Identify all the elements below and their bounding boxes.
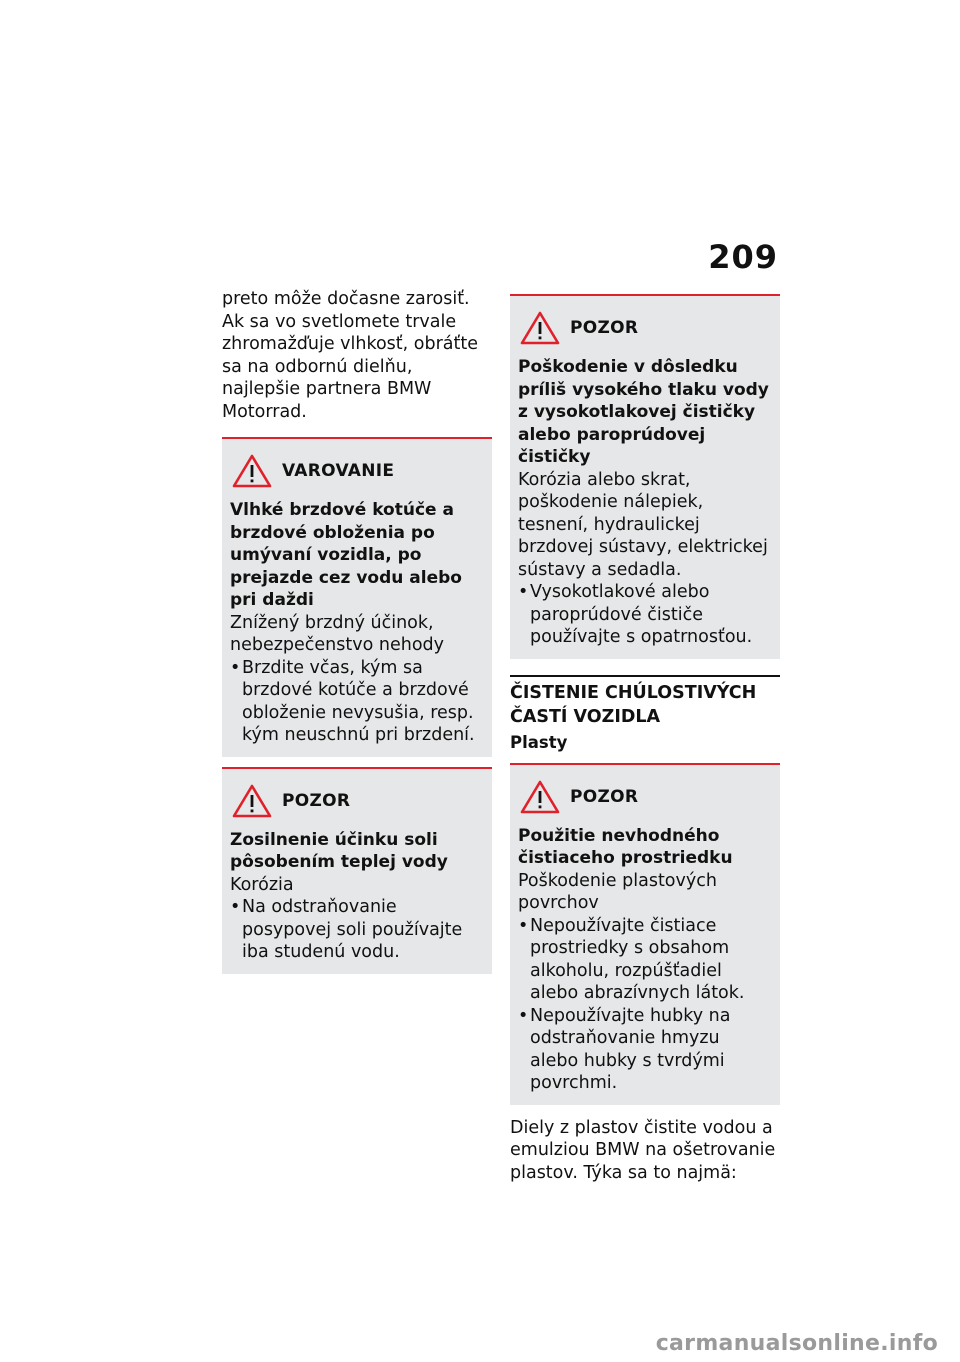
list-item: • Brzdite včas, kým sa brzdové kotúče a brzdové obloženie nevysušia, resp. kým neuschnú pri brzdení. — [230, 657, 475, 745]
caution-box-header — [518, 308, 772, 348]
warning-triangle-icon — [520, 780, 560, 814]
warning-box-header — [230, 451, 484, 491]
caution-consequence: Korózia alebo skrat, poškodenie nálepiek, tesnení, hydraulickej brzdovej sústavy, elektrickej sústavy a sedadla. — [518, 469, 768, 580]
section-title: ČISTENIE CHÚLOSTIVÝCH ČASTÍ VOZIDLA — [510, 682, 757, 727]
caution-label: POZOR — [570, 318, 639, 338]
warning-box-varovanie — [222, 437, 492, 757]
list-item: • Nepoužívajte hubky na odstraňovanie hmyzu alebo hubky s tvrdými povrchmi. — [518, 1005, 731, 1093]
caution-box-salt — [222, 767, 492, 974]
caution-heading: Poškodenie v dôsledku príliš vysokého tlaku vody z vysokotlakovej čističky alebo paroprúdovej čističky — [518, 357, 769, 467]
caution-box-header — [230, 781, 484, 821]
list-item: • Na odstraňovanie posypovej soli používajte iba studenú vodu. — [230, 897, 463, 962]
warning-triangle-icon — [232, 454, 272, 488]
warning-heading: Vlhké brzdové kotúče a brzdové obloženia po umývaní vozidla, po prejazde cez vodu alebo pri daždi — [230, 500, 462, 610]
warning-consequence: Znížený brzdný účinok, nebezpečenstvo nehody — [230, 612, 444, 655]
section-subtitle: Plasty — [510, 732, 568, 752]
caution-heading: Použitie nevhodného čistiaceho prostriedku — [518, 825, 733, 868]
caution-box-pressure — [510, 294, 780, 659]
watermark: carmanualsonline.info — [655, 1331, 938, 1356]
right-column — [510, 294, 780, 1184]
list-item: • Nepoužívajte čistiace prostriedky s obsahom alkoholu, rozpúšťadiel alebo abrazívnych látok. — [518, 915, 745, 1003]
caution-label: POZOR — [282, 790, 351, 811]
caution-consequence: Korózia — [230, 874, 294, 895]
warning-triangle-icon — [232, 784, 272, 818]
warning-triangle-icon — [520, 311, 560, 345]
page-number: 209 — [708, 238, 778, 276]
caution-box-cleaner — [510, 763, 780, 1105]
caution-heading: Zosilnenie účinku soli pôsobením teplej vody — [230, 829, 448, 872]
outro-text: Diely z plastov čistite vodou a emulziou BMW na ošetrovanie plastov. Týka sa to najmä: — [510, 1117, 776, 1183]
section-header — [510, 675, 780, 755]
caution-box-header — [518, 777, 772, 817]
warning-label: VAROVANIE — [282, 461, 395, 481]
left-column — [222, 288, 492, 974]
intro-text: preto môže dočasne zarosiť. Ak sa vo svetlomete trvale zhromažďuje vlhkosť, obráťte sa na odbornú dielňu, najlepšie partnera BMW Motorrad. — [222, 289, 478, 422]
caution-label: POZOR — [570, 786, 639, 807]
list-item: • Vysokotlakové alebo paroprúdové čističe používajte s opatrnosťou. — [518, 582, 753, 647]
caution-consequence: Poškodenie plastových povrchov — [518, 870, 717, 913]
